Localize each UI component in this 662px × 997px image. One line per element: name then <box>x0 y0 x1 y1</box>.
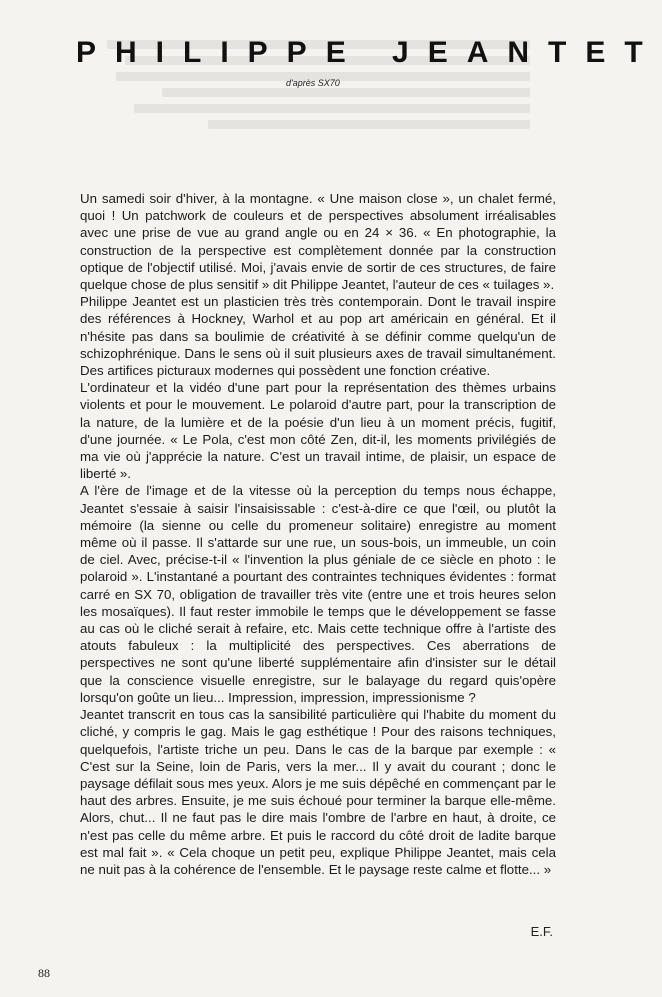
author-signature: E.F. <box>530 924 553 939</box>
article-paragraph: L'ordinateur et la vidéo d'une part pour la représentation des thèmes urbains violents et pour le mouvement. Le polaroid d'autre part, pour la transcription de la nature, de la lumière et de la poésie d'un lieu à un moment précis, fugitif, d'une journée. « Le Pola, c'est mon côté Zen, dit-il, les moments privilégiés de ma vie où j'apprécie la nature. C'est un travail intime, de plaisir, un espace de liberté ». <box>80 380 556 482</box>
article-paragraph: Philippe Jeantet est un plasticien très très contemporain. Dont le travail inspire des références à Hockney, Warhol et au pop art américain en général. Et il n'hésite pas dans sa boulimie de créativité à se définir comme quelqu'un de schizophrénique. Dans le sens où il suit plusieurs axes de travail simultanément. Des artifices picturaux modernes qui possèdent une fonction créative. <box>80 294 556 379</box>
article-paragraph: Un samedi soir d'hiver, à la montagne. « Une maison close », un chalet fermé, quoi ! Un patchwork de couleurs et de perspectives absolument irréalisables avec une prise de vue au grand angle ou en 24 × 36. « En photographie, la construction de la perspective est complètement donnée par la construction optique de l'objectif utilisé. Moi, j'avais envie de sortir de ces structures, de faire quelque chose de plus sensitif » dit Philippe Jeantet, l'auteur de ces « tuilages ». <box>80 191 556 293</box>
article-paragraph: Jeantet transcrit en tous cas la sansibilité particulière qui l'habite du moment du cliché, y compris le gag. Mais le gag esthétique ! Pour des raisons techniques, quelquefois, l'artiste triche un peu. Dans le cas de la barque par exemple : « C'est sur la Seine, loin de Paris, vers la mer... Il y avait du courant ; donc le paysage défilait sous mes yeux. Alors je me suis dépêché en commençant par le haut des arbres. Ensuite, je me suis échoué pour terminer la barque elle-même. Alors, chut... Il ne faut pas le dire mais l'ombre de l'arbre en haut, à droite, ce n'est pas celle du même arbre. Et puis le raccord du côté droit de ladite barque est mal fait ». « Cela choque un petit peu, explique Philippe Jeantet, mais cela ne nuit pas à la cohérence de l'ensemble. Et le paysage reste calme et flotte... » <box>80 707 556 877</box>
page-subtitle: d'après SX70 <box>286 78 340 88</box>
page-number: 88 <box>38 966 50 980</box>
article-body <box>80 190 556 878</box>
article-paragraph: A l'ère de l'image et de la vitesse où la perception du temps nous échappe, Jeantet s'essaie à saisir l'insaisissable : c'est-à-dire ce que l'œil, ou plutôt la mémoire (la sienne ou celle du promeneur solitaire) enregistre au moment même où il passe. Il s'attarde sur une rue, un sous-bois, un immeuble, un coin de ciel. Avec, précise-t-il « l'invention la plus géniale de ce siècle en photo : le polaroid ». L'instantané a pourtant des contraintes techniques évidentes : format carré en SX 70, obligation de travailler très vite (entre une et trois heures selon les mosaïques). Il faut rester immobile le temps que le développement se fasse au cas où le cliché serait à refaire, etc. Mais cette technique offre à l'artiste des atouts fabuleux : la multiplicité des perspectives. Ces aberrations de perspectives ne sont qu'une liberté supplémentaire afin d'insister sur le détail que la conscience visuelle enregistre, sur le balayage du regard quis'opère lorsqu'on goûte un lieu... Impression, impression, impressionisme ? <box>80 483 556 705</box>
page-title: PHILIPPE JEANTET <box>76 36 662 69</box>
